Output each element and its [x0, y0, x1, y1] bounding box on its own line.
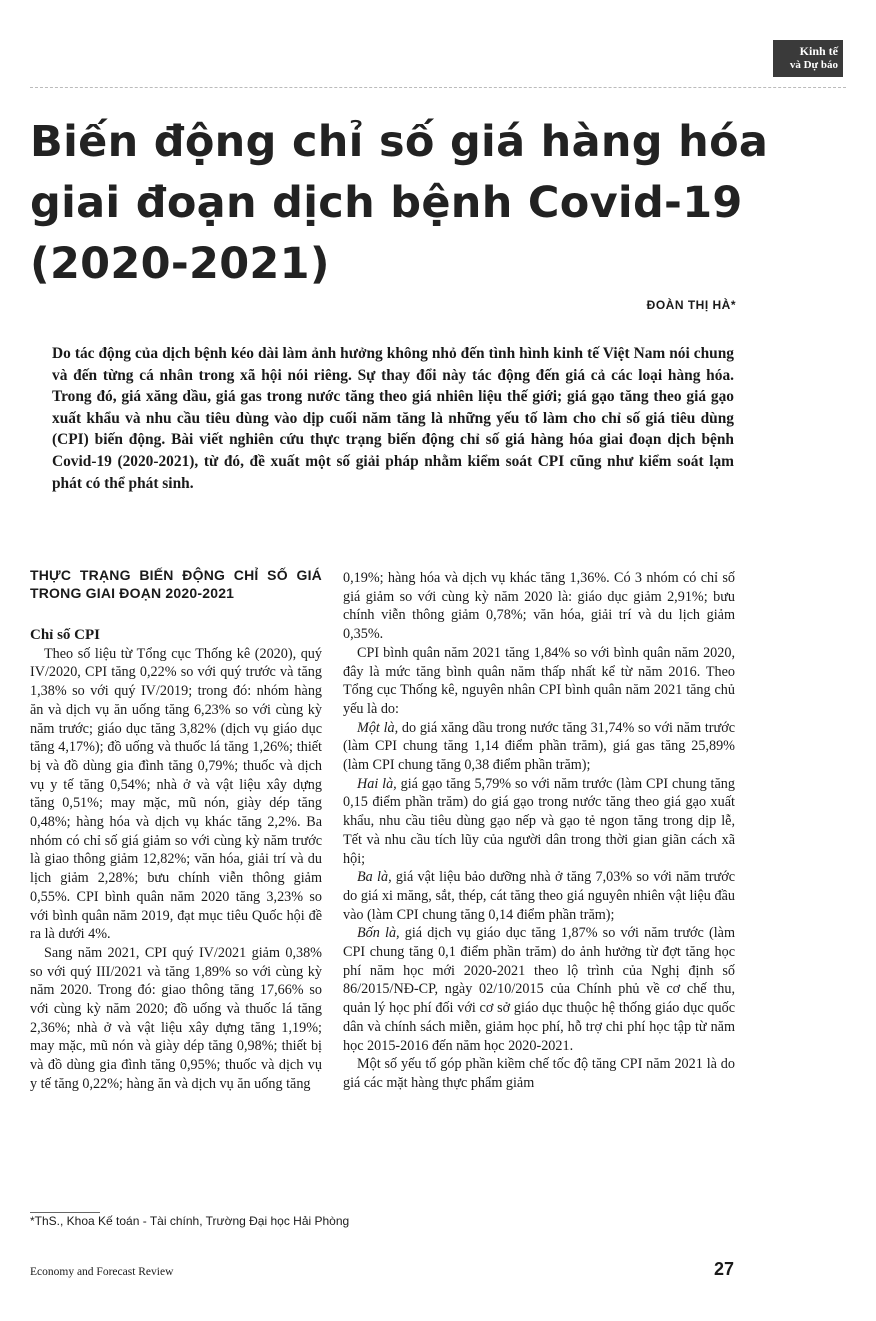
subheading-cpi: Chỉ số CPI — [30, 627, 101, 643]
right-paragraph-3 — [343, 719, 735, 775]
lead-ba-la: Ba là, — [357, 869, 392, 886]
left-paragraph-2: Sang năm 2021, CPI quý IV/2021 giảm 0,38% so với quý III/2021 và tăng 1,89% so với cùng kỳ năm 2020. Trong đó: giao thông tăng 17,66% so với cùng kỳ năm 2020; đồ uống và thuốc lá tăng 2,36%; nhà ở và vật liệu xây dựng tăng 1,19%; may mặc, mũ nón và giày dép tăng 0,98%; thiết bị và đồ dùng gia đình tăng 0,95%; thuốc và dịch vụ y tế tăng 0,22%; hàng ăn và dịch vụ ăn uống tăng — [30, 944, 322, 1092]
right-paragraph-1: 0,19%; hàng hóa và dịch vụ khác tăng 1,36%. Có 3 nhóm có chỉ số giá giảm so với cùng kỳ năm 2020 là: giáo dục giảm 2,91%; bưu chính viễn thông giảm 0,78%; văn hóa, giải trí và du lịch giảm 0,35%. — [343, 570, 735, 643]
left-paragraph-1: Theo số liệu từ Tổng cục Thống kê (2020), quý IV/2020, CPI tăng 0,22% so với quý trước và tăng 1,38% so với quý IV/2019; trong đó: nhóm hàng ăn và dịch vụ ăn uống tăng 6,23% so với cùng kỳ năm trước; giáo dục tăng 3,82% (dịch vụ giáo dục tăng 4,17%); đồ uống và thuốc lá tăng 1,26%; thiết bị và đồ dùng gia đình tăng 0,79%; thuốc và dịch vụ y tế tăng 0,54%; nhà ở và vật liệu xây dựng tăng 0,51%; may mặc, mũ nón, giày dép tăng 0,48%; hàng hóa và dịch vụ khác tăng 2,2%. Ba nhóm có chỉ số giá giảm so với cùng kỳ năm trước là giao thông giảm 12,82%; văn hóa, giải trí và du lịch giảm 2,28%; bưu chính viễn thông giảm 0,55%. CPI bình quân năm 2020 tăng 3,23% so với bình quân năm 2019, đạt mục tiêu Quốc hội đề ra là dưới 4%. — [30, 645, 322, 943]
journal-logo — [773, 40, 843, 77]
right-paragraph-5 — [343, 868, 735, 924]
right-paragraph-7: Một số yếu tố góp phần kiềm chế tốc độ tăng CPI năm 2021 là do giá các mặt hàng thực phẩm giảm — [343, 1056, 735, 1091]
logo-line-2: và Dự báo — [789, 59, 838, 71]
lead-mot-la: Một là, — [357, 719, 399, 736]
section-heading: THỰC TRẠNG BIẾN ĐỘNG CHỈ SỐ GIÁ TRONG GIAI ĐOẠN 2020-2021 — [30, 567, 322, 601]
author-name: ĐOÀN THỊ HÀ* — [646, 298, 736, 312]
journal-name: Economy and Forecast Review — [30, 1266, 174, 1278]
lead-hai-la: Hai là, — [357, 775, 397, 792]
lead-bon-la: Bốn là, — [357, 925, 400, 942]
text-ba-la: giá vật liệu bảo dưỡng nhà ở tăng 7,03% so với năm trước do giá xi măng, sắt, thép, cát tăng theo giá nguyên nhiên vật liệu đầu vào (làm CPI chung tăng 0,14 điểm phần trăm); — [343, 869, 735, 923]
left-column — [30, 566, 322, 1094]
right-paragraph-4 — [343, 775, 735, 869]
page-number: 27 — [713, 1259, 734, 1279]
footnote-divider — [30, 1212, 100, 1213]
logo-line-1: Kinh tế — [799, 44, 838, 58]
text-mot-la: do giá xăng dầu trong nước tăng 31,74% so với năm trước (làm CPI chung tăng 1,14 điểm phần trăm), giá gas tăng 25,89% (làm CPI chung tăng 0,38 điểm phần trăm); — [343, 719, 735, 774]
abstract: Do tác động của dịch bệnh kéo dài làm ảnh hưởng không nhỏ đến tình hình kinh tế Việt Nam nói chung và đến từng cá nhân trong xã hội nói riêng. Sự thay đổi này tác động đến giá cả các loại hàng hóa. Trong đó, giá xăng dầu, giá gas trong nước tăng theo giá nhiên liệu thế giới; giá gạo tăng theo giá gạo xuất khẩu và nhu cầu tiêu dùng vào dịp cuối năm tăng là những yếu tố làm cho chỉ số giá tiêu dùng (CPI) biến động. Bài viết nghiên cứu thực trạng biến động chỉ số giá hàng hóa giai đoạn dịch bệnh Covid-19 (2020-2021), từ đó, đề xuất một số giải pháp nhằm kiểm soát CPI cũng như kiểm soát lạm phát có thể phát sinh. — [52, 345, 734, 492]
right-paragraph-6 — [343, 924, 735, 1055]
footnote: *ThS., Khoa Kế toán - Tài chính, Trường Đại học Hải Phòng — [30, 1214, 350, 1228]
right-column — [343, 569, 735, 1093]
header-divider — [30, 87, 846, 88]
article-title: Biến động chỉ số giá hàng hóa giai đoạn dịch bệnh Covid-19 (2020-2021) — [30, 117, 769, 289]
text-bon-la: giá dịch vụ giáo dục tăng 1,87% so với năm trước (làm CPI chung tăng 0,1 điểm phần trăm) do ảnh hưởng từ đợt tăng học phí năm học mới 2020-2021 theo lộ trình của Nghị định số 86/2015/NĐ-CP, ngày 02/10/2015 của Chính phủ về cơ chế thu, quản lý học phí đối với cơ sở giáo dục thuộc hệ thống giáo dục quốc dân và chính sách miễn, giảm học phí, hỗ trợ chi phí học tập từ năm học 2015-2016 đến năm học 2020-2021. — [343, 925, 736, 1054]
text-hai-la: giá gạo tăng 5,79% so với năm trước (làm CPI chung tăng 0,15 điểm phần trăm) do giá gạo trong nước tăng theo giá gạo xuất khẩu, nhu cầu tiêu dùng gạo nếp và gạo tẻ ngon tăng trong dịp lễ, Tết và nhu cầu tích lũy của người dân trong thời gian giãn cách xã hội; — [343, 775, 735, 867]
right-paragraph-2: CPI bình quân năm 2021 tăng 1,84% so với bình quân năm 2020, đây là mức tăng bình quân năm thấp nhất kể từ năm 2016. Theo Tổng cục Thống kê, nguyên nhân CPI bình quân năm 2021 tăng chủ yếu là do: — [343, 644, 735, 717]
